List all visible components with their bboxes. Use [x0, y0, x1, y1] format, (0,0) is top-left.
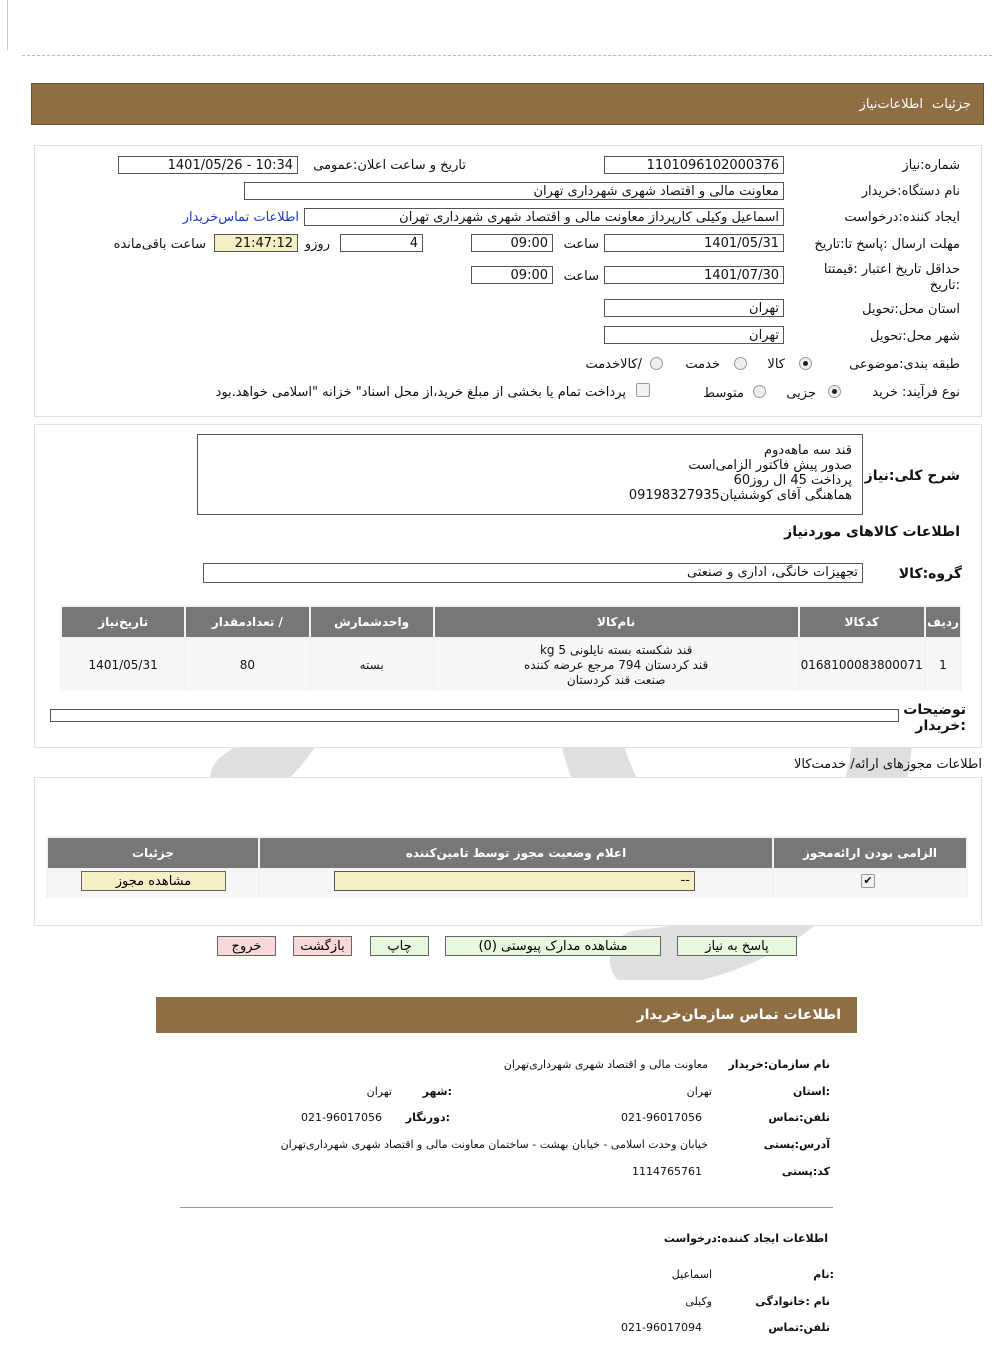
goods-group-label: گروه:کالا [898, 566, 962, 582]
buyer-contact-bar [156, 997, 857, 1033]
reply-button[interactable]: پاسخ به نیاز [677, 936, 797, 956]
contact-province-value: تهران [686, 1085, 712, 1098]
creator-label: ایجاد کننده:درخواست [844, 210, 960, 225]
city-label: شهر محل:تحویل [870, 329, 960, 344]
category-goods-radio[interactable] [799, 357, 812, 370]
payment-checkbox[interactable] [636, 383, 650, 397]
validity-date-field: 1401/07/30 [604, 266, 784, 284]
process-medium-label: متوسط [703, 386, 744, 401]
buyer-contact-title: اطلاعات تماس سازمان‌خریدار [636, 1007, 841, 1023]
buyer-notes-field [50, 709, 899, 722]
validity-label: حداقل تاریخ اعتبار :قیمتتا [823, 262, 960, 277]
permit-status-field: -- [334, 871, 695, 891]
org-value: معاونت مالی و اقتصاد شهری شهرداری‌تهران [503, 1058, 708, 1071]
creator-info-title: اطلاعات ایجاد کننده:درخواست [663, 1232, 828, 1245]
description-line: هماهنگی آقای کوششیان09198327935 [628, 488, 852, 503]
validity-label-2: :تاریخ [929, 278, 960, 293]
col-qty-header: / تعدادمقدار [186, 607, 308, 637]
buyer-notes-label-2: :خریدار [915, 718, 966, 734]
back-button[interactable]: بازگشت [293, 936, 352, 956]
goods-group-field: تجهیزات خانگی، اداری و صنعتی [203, 563, 863, 583]
description-line: قند سه ماهه‌دوم [764, 443, 852, 458]
days-field: 4 [340, 234, 423, 252]
top-divider [22, 55, 992, 56]
col-code-header: کدکالا [800, 607, 924, 637]
creator-phone-label: تلفن:تماس [768, 1321, 830, 1334]
contact-province-label: :استان [793, 1085, 830, 1098]
description-line: پرداخت 45 ال روز60 [733, 473, 852, 488]
creator-family-label: نام :خانوادگی [755, 1295, 830, 1308]
col-row-header: ردیف [926, 607, 960, 637]
contact-address-value: خیابان وحدت اسلامی - خیابان بهشت - ساختمان معاونت مالی و اقتصاد شهری شهرداری‌تهران [280, 1138, 708, 1151]
creator-phone-value: 021-96017094 [621, 1321, 702, 1334]
category-label: طبقه بندی:موضوعی [849, 357, 960, 372]
announce-field: 1401/05/26 - 10:34 [118, 156, 298, 174]
goods-table [60, 605, 962, 691]
payment-note: پرداخت تمام یا بخشی از مبلغ خرید،از محل اسناد" خزانه "اسلامی خواهد.بود [215, 385, 626, 400]
col-required-header: الزامی بودن ارائه‌مجوز [774, 838, 966, 868]
buyer-contact-link[interactable]: اطلاعات تماس‌خریدار [182, 210, 299, 225]
process-partial-label: جزیی [786, 386, 816, 401]
deadline-time-label: ساعت [563, 237, 599, 252]
row-number: 1 [926, 639, 960, 691]
remaining-time-field: 21:47:12 [214, 234, 298, 252]
process-label: نوع فرآیند: خرید [872, 385, 960, 400]
contact-divider [180, 1207, 833, 1208]
row-qty: 80 [186, 639, 308, 691]
buyer-notes-label: توضیحات [903, 702, 966, 718]
description-box [197, 434, 863, 515]
row-name-line: صنعت قند کردستان [566, 672, 666, 687]
category-goods-label: کالا [767, 357, 785, 372]
row-name-line: قند شکسته بسته نایلونی 5 kg [539, 642, 693, 657]
contact-city-label: :شهر [422, 1085, 452, 1098]
tab-need-info[interactable]: اطلاعات‌نیاز [859, 97, 923, 112]
description-line: صدور پیش فاکتور الزامی‌است [688, 458, 852, 473]
buyer-org-label: نام دستگاه:خریدار [861, 184, 960, 199]
process-medium-radio[interactable] [753, 385, 766, 398]
contact-postal-value: 1114765761 [632, 1165, 702, 1178]
contact-phone-label: تلفن:تماس [768, 1111, 830, 1124]
process-partial-radio[interactable] [828, 385, 841, 398]
col-status-header: اعلام وضعیت مجوز توسط تامین‌کننده [260, 838, 772, 868]
city-field: تهران [604, 326, 784, 344]
creator-name-label: :نام [813, 1268, 834, 1281]
deadline-label: مهلت ارسال :پاسخ تا:تاریخ [814, 237, 960, 252]
tab-details[interactable]: جزئیات [932, 97, 971, 112]
announce-label: تاریخ و ساعت اعلان:عمومی [313, 158, 466, 173]
print-button[interactable]: چاپ [370, 936, 429, 956]
days-label: روزو [304, 237, 330, 252]
permits-title: اطلاعات مجوزهای ارائه/ خدمت‌کالا [793, 757, 982, 772]
col-name-header: نام‌کالا [435, 607, 798, 637]
org-label: نام سازمان:خریدار [728, 1058, 830, 1071]
category-both-label: /کالاخدمت [585, 357, 642, 372]
category-service-label: خدمت [685, 357, 720, 372]
contact-postal-label: کد:پستی [781, 1165, 830, 1178]
col-details-header: جزئیات [48, 838, 258, 868]
row-name [435, 639, 798, 691]
remaining-label: ساعت باقی‌مانده [113, 237, 206, 252]
view-permit-button[interactable]: مشاهده مجوز [81, 871, 226, 891]
contact-city-value: تهران [366, 1085, 392, 1098]
validity-time-label: ساعت [563, 269, 599, 284]
creator-name-value: اسماعیل [671, 1268, 712, 1281]
buyer-org-field: معاونت مالی و اقتصاد شهری شهرداری تهران [244, 182, 784, 200]
col-unit-header: واحدشمارش [311, 607, 433, 637]
province-label: استان محل:تحویل [862, 302, 960, 317]
view-attachments-button[interactable]: مشاهده مدارک پیوستی (0) [445, 936, 661, 956]
row-unit: بسته [311, 639, 433, 691]
need-number-label: شماره:نیاز [902, 158, 960, 173]
creator-family-value: وکیلی [685, 1295, 712, 1308]
validity-time-field: 09:00 [471, 266, 553, 284]
permit-required-checkbox[interactable]: ✔ [861, 874, 875, 888]
description-label: شرح کلی:نیاز [864, 468, 960, 484]
contact-phone-value: 021-96017056 [621, 1111, 702, 1124]
contact-fax-value: 021-96017056 [301, 1111, 382, 1124]
contact-fax-label: :دورنگار [405, 1111, 450, 1124]
goods-section-title: اطلاعات کالاهای موردنیاز [784, 524, 960, 540]
contact-address-label: آدرس:پستی [763, 1138, 830, 1151]
row-date: 1401/05/31 [62, 639, 184, 691]
col-date-header: تاریخ‌نیاز [62, 607, 184, 637]
creator-field: اسماعیل وکیلی کارپرداز معاونت مالی و اقتصاد شهری شهرداری تهران [304, 208, 784, 226]
province-field: تهران [604, 299, 784, 317]
category-service-radio[interactable] [734, 357, 747, 370]
deadline-date-field: 1401/05/31 [604, 234, 784, 252]
deadline-time-field: 09:00 [471, 234, 553, 252]
exit-button[interactable]: خروج [217, 936, 276, 956]
need-number-field: 1101096102000376 [604, 156, 784, 174]
row-code: 0168100083800071 [800, 639, 924, 691]
page-edge-line [7, 0, 8, 50]
row-name-line: قند کردستان 794 مرجع عرضه کننده [524, 657, 709, 672]
table-row [62, 639, 960, 691]
page-header-bar [31, 83, 984, 125]
category-both-radio[interactable] [650, 357, 663, 370]
